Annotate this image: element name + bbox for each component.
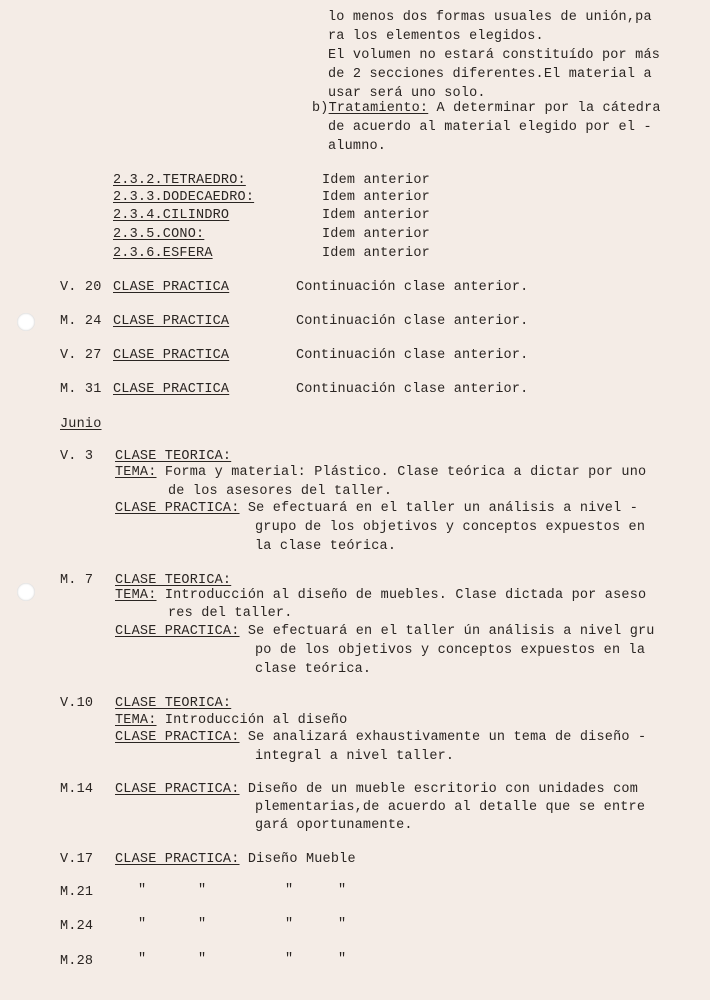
class-day: M. 24 xyxy=(60,314,102,329)
ditto-mark: " xyxy=(285,917,294,932)
practica-line xyxy=(115,780,638,799)
section-note: Idem anterior xyxy=(322,227,430,242)
tema-line xyxy=(115,463,646,482)
practica-cont: grupo de los objetivos y conceptos expuestos en xyxy=(255,520,646,535)
practica-text: Se efectuará en el taller ún análisis a nivel gru xyxy=(239,624,655,639)
practica-cont: gará oportunamente. xyxy=(255,818,413,833)
practica-text: Diseño de un mueble escritorio con unidades com xyxy=(239,782,638,797)
practica-cont: po de los objetivos y conceptos expuestos en la xyxy=(255,643,646,658)
punch-hole xyxy=(17,583,35,601)
practica-line xyxy=(115,622,655,641)
class-day: V. 20 xyxy=(60,280,102,295)
tema-text: Introducción al diseño xyxy=(156,713,348,728)
tema-cont: de los asesores del taller. xyxy=(168,484,393,499)
intro-line: El volumen no estará constituído por más xyxy=(328,48,661,63)
section-code: 2.3.4.CILINDRO xyxy=(113,208,230,223)
class-type: CLASE TEORICA: xyxy=(115,449,232,464)
section-code: 2.3.2.TETRAEDRO: xyxy=(113,173,246,188)
class-desc: Continuación clase anterior. xyxy=(296,314,529,329)
intro-line: usar será uno solo. xyxy=(328,86,486,101)
ditto-mark: " xyxy=(198,883,207,898)
tratamiento-cont: de acuerdo al material elegido por el - xyxy=(328,120,652,135)
practica-label: CLASE PRACTICA: xyxy=(115,782,240,797)
ditto-mark: " xyxy=(198,952,207,967)
tratamiento-line xyxy=(312,99,661,118)
practica-text: Diseño Mueble xyxy=(239,852,356,867)
ditto-mark: " xyxy=(138,952,147,967)
section-note: Idem anterior xyxy=(322,208,430,223)
tratamiento-cont: alumno. xyxy=(328,139,387,154)
practica-label: CLASE PRACTICA: xyxy=(115,730,240,745)
tema-text: Introducción al diseño de muebles. Clase dictada por aseso xyxy=(156,588,647,603)
practica-cont: clase teórica. xyxy=(255,662,372,677)
class-day: M.24 xyxy=(60,919,94,934)
class-type: CLASE TEORICA: xyxy=(115,573,232,588)
class-desc: Continuación clase anterior. xyxy=(296,348,529,363)
ditto-mark: " xyxy=(338,952,347,967)
tratamiento-label: Tratamiento: xyxy=(328,101,429,116)
intro-line: lo menos dos formas usuales de unión,pa xyxy=(328,10,652,25)
practica-line xyxy=(115,728,646,747)
ditto-mark: " xyxy=(338,917,347,932)
ditto-mark: " xyxy=(198,917,207,932)
practica-label: CLASE PRACTICA: xyxy=(115,852,240,867)
practica-line xyxy=(115,499,638,518)
practica-cont: integral a nivel taller. xyxy=(255,749,455,764)
practica-text: Se efectuará en el taller un análisis a nivel - xyxy=(239,501,638,516)
item-prefix: b) xyxy=(312,101,329,116)
class-type: CLASE PRACTICA xyxy=(113,314,230,329)
class-desc: Continuación clase anterior. xyxy=(296,280,529,295)
practica-label: CLASE PRACTICA: xyxy=(115,624,240,639)
section-note: Idem anterior xyxy=(322,173,430,188)
section-code: 2.3.3.DODECAEDRO: xyxy=(113,190,255,205)
ditto-mark: " xyxy=(138,883,147,898)
tratamiento-text: A determinar por la cátedra xyxy=(428,101,661,116)
punch-hole xyxy=(17,313,35,331)
class-day: V.17 xyxy=(60,852,94,867)
class-type: CLASE PRACTICA xyxy=(113,382,230,397)
ditto-mark: " xyxy=(338,883,347,898)
class-type: CLASE PRACTICA xyxy=(113,280,230,295)
section-code: 2.3.5.CONO: xyxy=(113,227,205,242)
month-heading: Junio xyxy=(60,417,102,432)
section-note: Idem anterior xyxy=(322,246,430,261)
practica-cont: plementarias,de acuerdo al detalle que se entre xyxy=(255,800,646,815)
tema-label: TEMA: xyxy=(115,465,157,480)
tema-text: Forma y material: Plástico. Clase teórica a dictar por uno xyxy=(156,465,647,480)
class-day: M.14 xyxy=(60,782,94,797)
class-day: V. 3 xyxy=(60,449,94,464)
ditto-mark: " xyxy=(138,917,147,932)
practica-cont: la clase teórica. xyxy=(255,539,397,554)
ditto-mark: " xyxy=(285,883,294,898)
intro-line: de 2 secciones diferentes.El material a xyxy=(328,67,652,82)
class-type: CLASE PRACTICA xyxy=(113,348,230,363)
practica-line xyxy=(115,850,356,869)
practica-label: CLASE PRACTICA: xyxy=(115,501,240,516)
practica-text: Se analizará exhaustivamente un tema de diseño - xyxy=(239,730,647,745)
intro-line: ra los elementos elegidos. xyxy=(328,29,544,44)
class-type: CLASE TEORICA: xyxy=(115,696,232,711)
class-day: M.28 xyxy=(60,954,94,969)
tema-cont: res del taller. xyxy=(168,606,293,621)
tema-label: TEMA: xyxy=(115,588,157,603)
class-day: M.21 xyxy=(60,885,94,900)
class-day: V. 27 xyxy=(60,348,102,363)
class-desc: Continuación clase anterior. xyxy=(296,382,529,397)
class-day: M. 31 xyxy=(60,382,102,397)
section-code: 2.3.6.ESFERA xyxy=(113,246,213,261)
section-note: Idem anterior xyxy=(322,190,430,205)
class-day: M. 7 xyxy=(60,573,94,588)
ditto-mark: " xyxy=(285,952,294,967)
class-day: V.10 xyxy=(60,696,94,711)
tema-line xyxy=(115,586,646,605)
tema-label: TEMA: xyxy=(115,713,157,728)
